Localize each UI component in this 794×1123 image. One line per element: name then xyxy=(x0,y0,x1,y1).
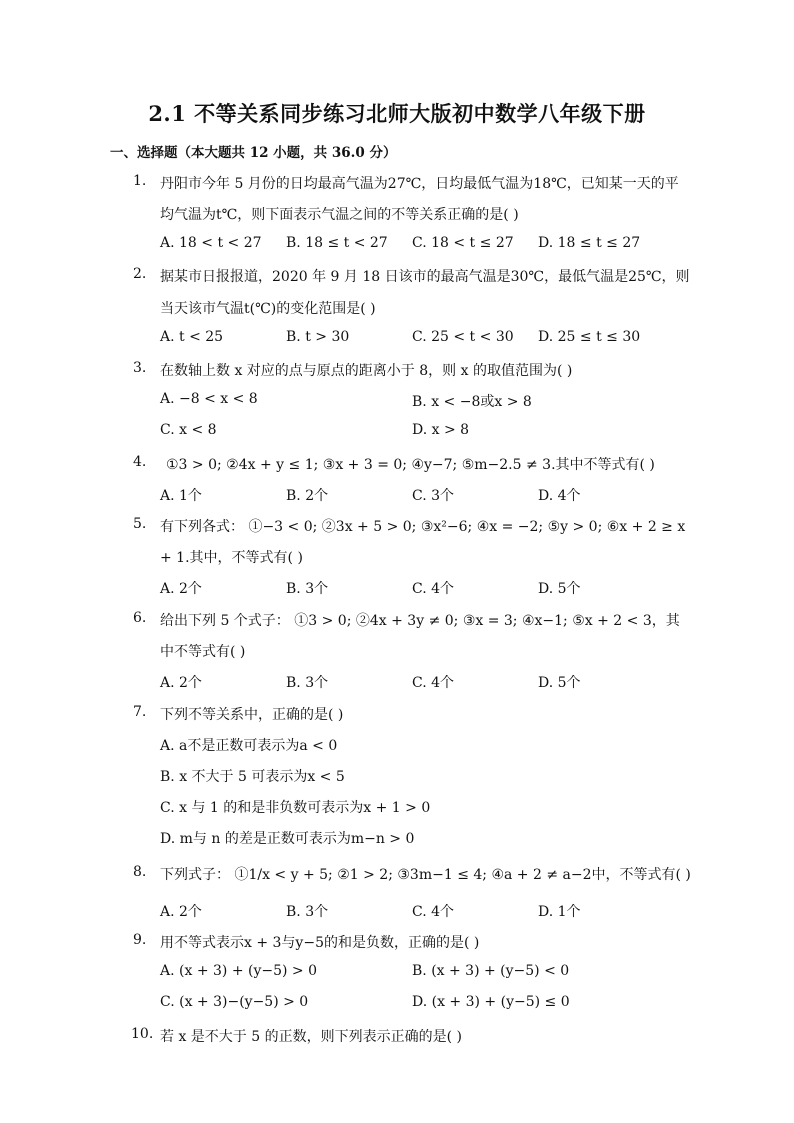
question-number: 7. xyxy=(133,704,147,720)
option-a: A. a不是正数可表示为a < 0 xyxy=(160,738,338,754)
option-a: A. 2个 xyxy=(160,904,202,920)
option-c: C. 18 < t ≤ 27 xyxy=(412,235,514,251)
question-number: 2. xyxy=(133,266,147,282)
option-d: D. (x + 3) + (y−5) ≤ 0 xyxy=(412,994,570,1010)
question-text: 丹阳市今年 5 月份的日均最高气温为27℃，日均最低气温为18℃，已知某一天的平 xyxy=(160,176,679,192)
option-d: D. 1个 xyxy=(538,904,581,920)
option-d: D. 25 ≤ t ≤ 30 xyxy=(538,329,641,345)
option-a: A. (x + 3) + (y−5) > 0 xyxy=(160,963,318,979)
option-b: B. x 不大于 5 可表示为x < 5 xyxy=(160,769,345,785)
option-b: B. (x + 3) + (y−5) < 0 xyxy=(412,963,570,979)
question-text: 均气温为t℃，则下面表示气温之间的不等关系正确的是( ) xyxy=(160,207,519,223)
question-text: 下列式子： ①1/x < y + 5; ②1 > 2; ③3m−1 ≤ 4; ④a + 2 ≠ a−2中，不等式有( ) xyxy=(160,867,691,883)
document-title: 2.1 不等关系同步练习北师大版初中数学八年级下册 xyxy=(148,101,646,126)
question-text: 据某市日报报道，2020 年 9 月 18 日该市的最高气温是30℃，最低气温是25℃，则 xyxy=(160,269,690,285)
option-c: C. x 与 1 的和是非负数可表示为x + 1 > 0 xyxy=(160,800,431,816)
option-b: B. t > 30 xyxy=(286,329,350,345)
option-d: D. m与 n 的差是正数可表示为m−n > 0 xyxy=(160,831,415,847)
option-b: B. 3个 xyxy=(286,581,329,597)
section-heading: 一、选择题（本大题共 12 小题，共 36.0 分） xyxy=(110,145,397,161)
option-a: A. 2个 xyxy=(160,675,202,691)
question-text: 当天该市气温t(℃)的变化范围是( ) xyxy=(160,301,376,317)
option-a: A. t < 25 xyxy=(160,329,224,345)
option-c: C. 4个 xyxy=(412,581,455,597)
option-c: C. 4个 xyxy=(412,904,455,920)
question-text: 在数轴上数 x 对应的点与原点的距离小于 8，则 x 的取值范围为( ) xyxy=(160,363,573,379)
option-b: B. 3个 xyxy=(286,675,329,691)
option-b: B. 18 ≤ t < 27 xyxy=(286,235,388,251)
question-text: 有下列各式： ①−3 < 0; ②3x + 5 > 0; ③x²−6; ④x = −2; ⑤y > 0; ⑥x + 2 ≥ x xyxy=(160,519,686,535)
question-number: 8. xyxy=(133,864,147,880)
question-text: + 1.其中，不等式有( ) xyxy=(160,550,303,566)
question-text: 若 x 是不大于 5 的正数，则下列表示正确的是( ) xyxy=(160,1029,462,1045)
option-c: C. 3个 xyxy=(412,488,455,504)
option-c: C. 25 < t < 30 xyxy=(412,329,514,345)
question-text: 用不等式表示x + 3与y−5的和是负数，正确的是( ) xyxy=(160,935,480,951)
question-number: 1. xyxy=(133,173,147,189)
option-b: B. x < −8或x > 8 xyxy=(412,394,532,410)
question-text: 给出下列 5 个式子： ①3 > 0; ②4x + 3y ≠ 0; ③x = 3; ④x−1; ⑤x + 2 < 3，其 xyxy=(160,613,680,629)
option-a: A. −8 < x < 8 xyxy=(160,391,258,407)
option-c: C. (x + 3)−(y−5) > 0 xyxy=(160,994,309,1010)
question-text: 下列不等关系中，正确的是( ) xyxy=(160,707,344,723)
question-number: 10. xyxy=(131,1026,154,1042)
option-c: C. 4个 xyxy=(412,675,455,691)
option-b: B. 3个 xyxy=(286,904,329,920)
question-number: 5. xyxy=(133,516,147,532)
option-a: A. 1个 xyxy=(160,488,202,504)
option-a: A. 18 < t < 27 xyxy=(160,235,262,251)
question-number: 9. xyxy=(133,932,147,948)
question-text: ①3 > 0; ②4x + y ≤ 1; ③x + 3 = 0; ④y−7; ⑤m−2.5 ≠ 3.其中不等式有( ) xyxy=(166,457,655,473)
question-number: 6. xyxy=(133,610,147,626)
option-d: D. 18 ≤ t ≤ 27 xyxy=(538,235,641,251)
question-number: 4. xyxy=(133,454,147,470)
option-d: D. x > 8 xyxy=(412,422,470,438)
option-b: B. 2个 xyxy=(286,488,329,504)
option-d: D. 5个 xyxy=(538,675,581,691)
question-number: 3. xyxy=(133,360,147,376)
option-c: C. x < 8 xyxy=(160,422,217,438)
option-d: D. 4个 xyxy=(538,488,581,504)
question-text: 中不等式有( ) xyxy=(160,644,246,660)
option-a: A. 2个 xyxy=(160,581,202,597)
option-d: D. 5个 xyxy=(538,581,581,597)
